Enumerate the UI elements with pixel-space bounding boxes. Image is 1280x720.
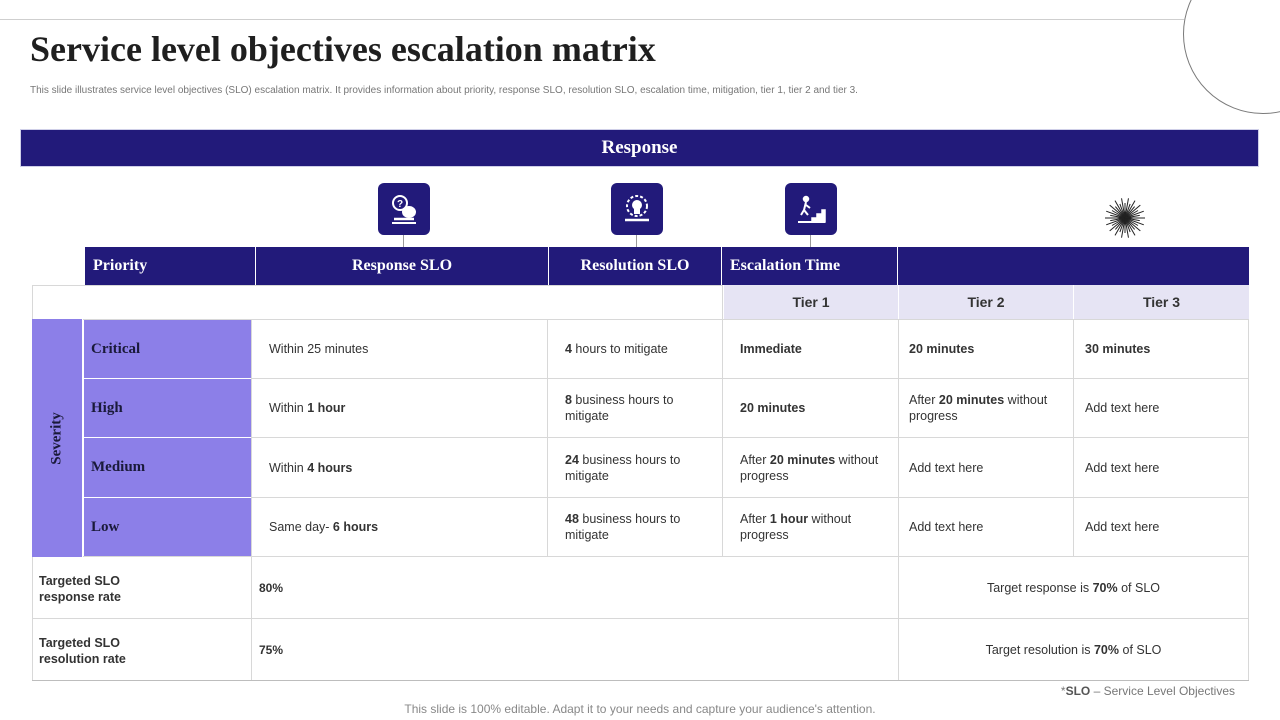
cell-text-bold: 20 minutes — [740, 401, 806, 415]
header-resolution-slo-label: Resolution SLO — [580, 257, 690, 274]
tier-header — [898, 285, 1073, 319]
grid-line — [32, 556, 33, 680]
footnote-abbr: SLO — [1065, 684, 1091, 698]
cell-text: Add text here — [1085, 401, 1160, 415]
cell-text: hours to mitigate — [571, 342, 668, 356]
cell-text-bold: 30 minutes — [1085, 342, 1151, 356]
grid-line — [32, 556, 1249, 557]
grid-line — [32, 680, 1249, 681]
cell-text-bold: 24 — [565, 452, 579, 467]
cell-text: Add text here — [909, 460, 984, 475]
tier-1-cell — [740, 498, 892, 556]
priority-medium: Medium — [91, 459, 146, 475]
cell-text-bold: 4 — [565, 342, 572, 356]
response-slo-cell — [269, 379, 539, 437]
header-response-slo-label: Response SLO — [351, 257, 453, 274]
cell-text: After — [740, 452, 770, 467]
tier-2-cell — [909, 379, 1067, 437]
footnote — [1061, 684, 1235, 698]
tier-1-label: Tier 1 — [792, 294, 830, 310]
tier-2-cell — [909, 498, 1067, 556]
starburst-icon — [1104, 197, 1146, 239]
response-slo-cell — [269, 498, 539, 556]
decorative-circle — [1183, 0, 1280, 114]
tier-1-cell — [740, 379, 892, 437]
page-subtitle: This slide illustrates service level objectives (SLO) escalation matrix. It provides information about priority, response SLO, resolution SLO, escalation time, mitigation, tier 1, tier 2 and tier 3. — [30, 85, 858, 96]
cell-text: without progress — [740, 512, 852, 542]
cell-text: business hours to mitigate — [565, 512, 681, 542]
footnote-text: – Service Level Objectives — [1090, 684, 1235, 698]
footer-label-line: Targeted SLO — [39, 636, 121, 650]
cell-text: Within — [269, 401, 308, 415]
icon-connector — [403, 235, 404, 247]
cell-text-bold: 1 hour — [769, 512, 809, 526]
tier-2-cell — [909, 438, 1067, 497]
resolution-slo-cell — [565, 379, 715, 437]
cell-text: business hours to mitigate — [565, 393, 674, 423]
header-escalation-time-label: Escalation Time — [730, 257, 841, 274]
header-escalation-time — [722, 247, 898, 285]
footer-note-text: of SLO — [1119, 643, 1162, 657]
priority-cell — [84, 498, 251, 556]
footer-label-line: resolution rate — [39, 652, 126, 666]
cell-text-bold: 20 minutes — [769, 452, 836, 467]
cell-text: After — [740, 512, 770, 526]
tier-3-cell — [1085, 438, 1243, 497]
footer-note-text: Target response is — [986, 581, 1093, 595]
grid-line — [32, 285, 723, 286]
header-priority-label: Priority — [93, 257, 148, 274]
targeted-response-value: 80% — [259, 581, 284, 595]
footnote-prefix: * — [1060, 684, 1066, 698]
priority-cell — [84, 379, 251, 437]
grid-line — [898, 319, 899, 680]
page-title: Service level objectives escalation matrix — [30, 29, 656, 69]
cell-text: without progress — [909, 393, 1048, 423]
resolution-slo-cell — [565, 498, 715, 556]
footer-note-text: of SLO — [1117, 581, 1161, 595]
footer-note-text: Target resolution is — [985, 643, 1094, 657]
targeted-resolution-note — [899, 643, 1248, 657]
severity-label-cell — [32, 319, 83, 557]
cell-text: Within — [269, 460, 308, 475]
tier-3-cell — [1085, 320, 1243, 378]
cell-text-bold: 1 hour — [307, 401, 346, 415]
cell-text-bold: Immediate — [740, 342, 802, 356]
tier-header — [1073, 285, 1249, 319]
cell-text-bold: 6 hours — [332, 520, 379, 534]
footer-note-bold: 70% — [1092, 581, 1118, 595]
priority-cell — [84, 438, 251, 497]
footer-label-line: Targeted SLO — [39, 574, 121, 588]
tier-2-label: Tier 2 — [967, 294, 1005, 310]
cell-text: without progress — [740, 452, 879, 483]
editable-note: This slide is 100% editable. Adapt it to your needs and capture your audience's attention. — [404, 702, 876, 716]
cell-text: After — [909, 393, 939, 407]
footer-label-line: response rate — [39, 590, 121, 604]
support-chat-icon — [378, 183, 430, 235]
priority-cell — [84, 320, 251, 378]
climbing-stairs-icon — [785, 183, 837, 235]
priority-low: Low — [91, 518, 120, 535]
footer-note-bold: 70% — [1093, 643, 1120, 657]
tier-3-cell — [1085, 498, 1243, 556]
tier-2-cell — [909, 320, 1067, 378]
cell-text-bold: 4 hours — [307, 460, 353, 475]
grid-line — [1248, 319, 1249, 680]
grid-line — [547, 319, 548, 556]
grid-line — [1073, 319, 1074, 556]
tier-3-label: Tier 3 — [1142, 294, 1181, 310]
tier-3-cell — [1085, 379, 1243, 437]
priority-high: High — [91, 399, 123, 416]
targeted-resolution-value: 75% — [259, 643, 284, 657]
resolution-slo-cell — [565, 438, 715, 497]
cell-text: Add text here — [1085, 520, 1160, 534]
resolution-slo-cell — [565, 320, 715, 378]
header-resolution-slo — [549, 247, 722, 285]
header-priority — [85, 247, 256, 285]
response-banner — [20, 129, 1259, 167]
cell-text: business hours to mitigate — [565, 452, 681, 483]
targeted-response-note — [899, 581, 1248, 595]
grid-line — [32, 285, 33, 319]
grid-line — [722, 285, 723, 556]
svg-text:?: ? — [397, 199, 404, 210]
cell-text: Add text here — [1085, 460, 1160, 475]
cell-text: Within 25 minutes — [269, 342, 369, 356]
grid-line — [32, 618, 1249, 619]
header-blank — [898, 247, 1249, 285]
tier-1-cell — [740, 320, 892, 378]
grid-line — [251, 319, 252, 680]
response-banner-label: Response — [601, 137, 678, 158]
targeted-response-label — [39, 573, 121, 605]
icon-connector — [810, 235, 811, 247]
severity-label: Severity — [48, 411, 65, 465]
icon-connector — [636, 235, 637, 247]
response-slo-cell — [269, 438, 539, 497]
header-response-slo — [256, 247, 549, 285]
priority-critical: Critical — [91, 340, 141, 357]
top-rule — [0, 19, 1184, 20]
cell-text-bold: 48 — [565, 512, 579, 526]
tier-1-cell — [740, 438, 892, 497]
cell-text-bold: 20 minutes — [909, 342, 975, 356]
response-slo-cell — [269, 320, 539, 378]
cell-text: Add text here — [909, 520, 984, 534]
targeted-resolution-label — [39, 635, 126, 667]
cell-text-bold: 20 minutes — [938, 393, 1005, 407]
cell-text: Same day- — [269, 520, 333, 534]
lightbulb-gear-icon — [611, 183, 663, 235]
cell-text-bold: 8 — [565, 393, 572, 407]
tier-header — [723, 285, 898, 319]
